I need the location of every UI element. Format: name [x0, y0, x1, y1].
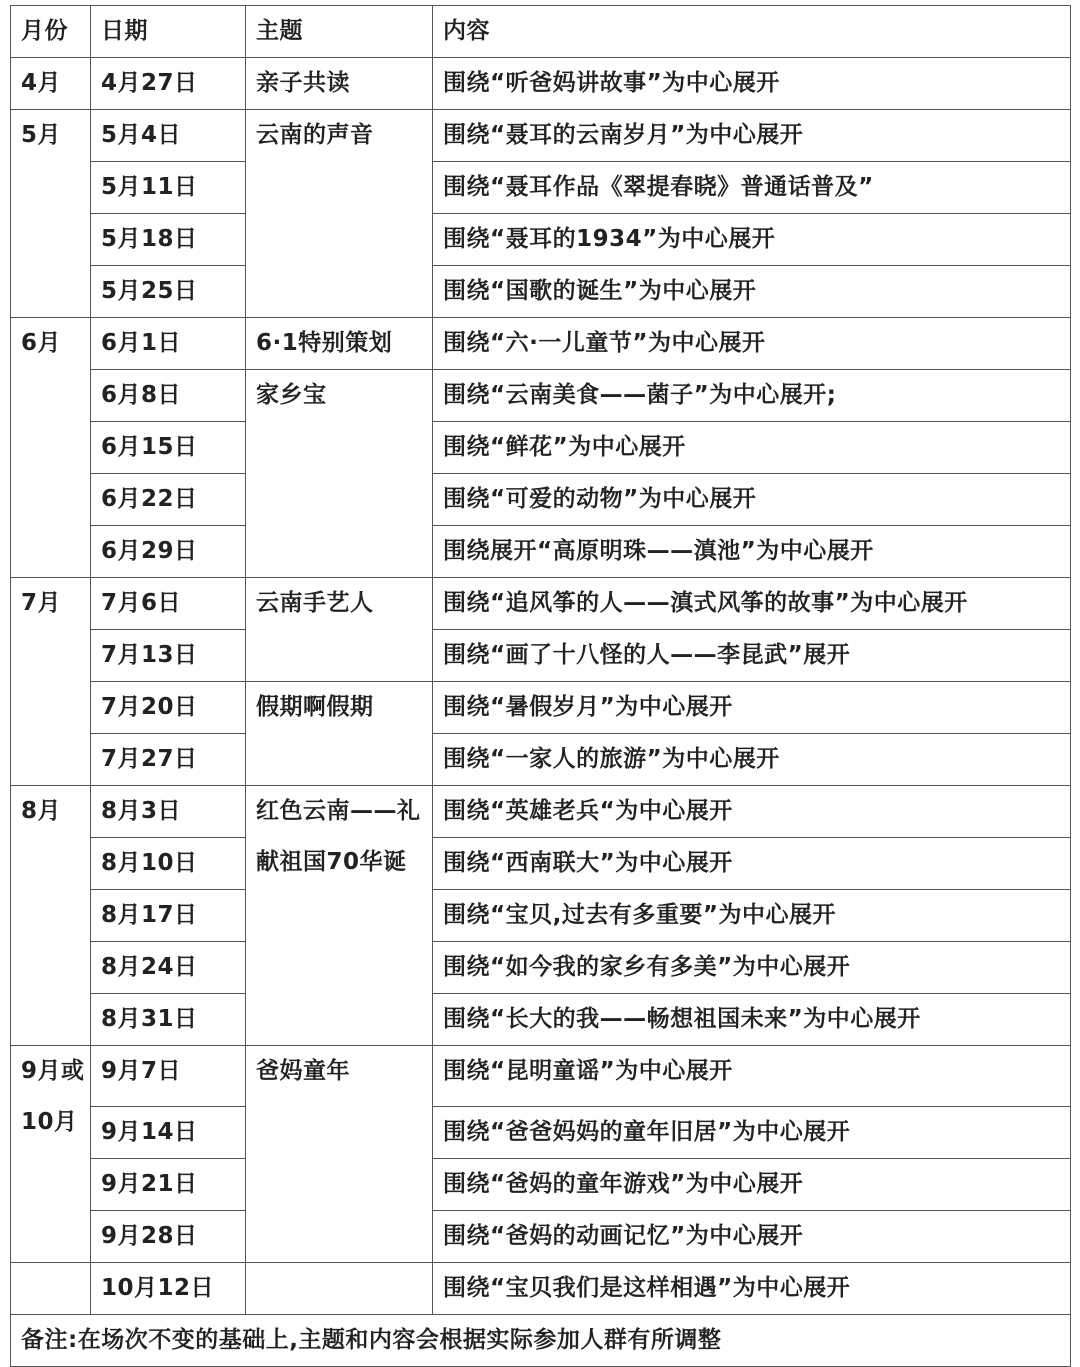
- date-cell: 6月22日: [91, 474, 246, 526]
- table-row: [11, 578, 1071, 630]
- table-row: [11, 942, 1071, 994]
- month-cell: 7月: [11, 578, 91, 786]
- theme-cell: 家乡宝: [246, 370, 433, 578]
- header-month: 月份: [11, 6, 91, 58]
- date-cell: 7月6日: [91, 578, 246, 630]
- header-content: 内容: [433, 6, 1071, 58]
- table-row: [11, 734, 1071, 786]
- content-cell: 围绕“宝贝我们是这样相遇”为中心展开: [433, 1263, 1071, 1315]
- month-cell: [11, 1263, 91, 1315]
- content-cell: 围绕“聂耳作品《翠提春晓》普通话普及”: [433, 162, 1071, 214]
- content-cell: 围绕“可爱的动物”为中心展开: [433, 474, 1071, 526]
- theme-cell: 红色云南——礼献祖国70华诞: [246, 786, 433, 1046]
- date-cell: 9月21日: [91, 1159, 246, 1211]
- date-cell: 10月12日: [91, 1263, 246, 1315]
- date-cell: 5月18日: [91, 214, 246, 266]
- date-cell: 4月27日: [91, 58, 246, 110]
- table-row: [11, 318, 1071, 370]
- month-cell: 4月: [11, 58, 91, 110]
- table-row: [11, 58, 1071, 110]
- content-cell: 围绕“西南联大”为中心展开: [433, 838, 1071, 890]
- month-cell: 6月: [11, 318, 91, 578]
- date-cell: 5月4日: [91, 110, 246, 162]
- content-cell: 围绕展开“高原明珠——滇池”为中心展开: [433, 526, 1071, 578]
- content-cell: 围绕“国歌的诞生”为中心展开: [433, 266, 1071, 318]
- theme-cell: 云南的声音: [246, 110, 433, 318]
- theme-cell: 云南手艺人: [246, 578, 433, 682]
- content-cell: 围绕“宝贝,过去有多重要”为中心展开: [433, 890, 1071, 942]
- table-row: [11, 266, 1071, 318]
- table-row: [11, 786, 1071, 838]
- table-row: [11, 110, 1071, 162]
- content-cell: 围绕“英雄老兵“为中心展开: [433, 786, 1071, 838]
- content-cell: 围绕“聂耳的1934”为中心展开: [433, 214, 1071, 266]
- content-cell: 围绕“爸妈的动画记忆”为中心展开: [433, 1211, 1071, 1263]
- schedule-sheet: [10, 5, 1070, 1367]
- table-row: [11, 1263, 1071, 1315]
- theme-cell: 6·1特别策划: [246, 318, 433, 370]
- table-row: [11, 162, 1071, 214]
- table-row: [11, 994, 1071, 1046]
- table-row: [11, 890, 1071, 942]
- content-cell: 围绕“听爸妈讲故事”为中心展开: [433, 58, 1071, 110]
- date-cell: 9月28日: [91, 1211, 246, 1263]
- content-cell: 围绕“六·一儿童节”为中心展开: [433, 318, 1071, 370]
- theme-cell: 爸妈童年: [246, 1046, 433, 1263]
- content-cell: 围绕“一家人的旅游”为中心展开: [433, 734, 1071, 786]
- date-cell: 5月11日: [91, 162, 246, 214]
- content-cell: 围绕“如今我的家乡有多美”为中心展开: [433, 942, 1071, 994]
- date-cell: 8月3日: [91, 786, 246, 838]
- note-row: [11, 1315, 1071, 1367]
- theme-cell: 假期啊假期: [246, 682, 433, 786]
- table-row: [11, 1107, 1071, 1159]
- content-cell: 围绕“昆明童谣”为中心展开: [433, 1046, 1071, 1107]
- table-row: [11, 474, 1071, 526]
- table-row: [11, 1159, 1071, 1211]
- content-cell: 围绕“暑假岁月”为中心展开: [433, 682, 1071, 734]
- content-cell: 围绕“鲜花”为中心展开: [433, 422, 1071, 474]
- table-row: [11, 838, 1071, 890]
- date-cell: 8月17日: [91, 890, 246, 942]
- table-row: [11, 682, 1071, 734]
- table-row: [11, 422, 1071, 474]
- date-cell: 6月29日: [91, 526, 246, 578]
- date-cell: 5月25日: [91, 266, 246, 318]
- date-cell: 9月7日: [91, 1046, 246, 1107]
- date-cell: 9月14日: [91, 1107, 246, 1159]
- header-date: 日期: [91, 6, 246, 58]
- content-cell: 围绕“追风筝的人——滇式风筝的故事”为中心展开: [433, 578, 1071, 630]
- date-cell: 7月13日: [91, 630, 246, 682]
- content-cell: 围绕“云南美食——菌子”为中心展开;: [433, 370, 1071, 422]
- note-text: 备注:在场次不变的基础上,主题和内容会根据实际参加人群有所调整: [11, 1315, 1071, 1367]
- month-cell: 5月: [11, 110, 91, 318]
- date-cell: 6月15日: [91, 422, 246, 474]
- content-cell: 围绕“聂耳的云南岁月”为中心展开: [433, 110, 1071, 162]
- table-row: [11, 630, 1071, 682]
- table-row: [11, 1211, 1071, 1263]
- header-theme: 主题: [246, 6, 433, 58]
- table-row: [11, 1046, 1071, 1107]
- content-cell: 围绕“爸妈的童年游戏”为中心展开: [433, 1159, 1071, 1211]
- date-cell: 8月31日: [91, 994, 246, 1046]
- month-cell: 8月: [11, 786, 91, 1046]
- theme-cell: 亲子共读: [246, 58, 433, 110]
- date-cell: 7月20日: [91, 682, 246, 734]
- date-cell: 7月27日: [91, 734, 246, 786]
- date-cell: 6月1日: [91, 318, 246, 370]
- theme-cell: [246, 1263, 433, 1315]
- month-cell: 9月或10月: [11, 1046, 91, 1263]
- content-cell: 围绕“爸爸妈妈的童年旧居”为中心展开: [433, 1107, 1071, 1159]
- table-row: [11, 370, 1071, 422]
- header-row: [11, 6, 1071, 58]
- date-cell: 6月8日: [91, 370, 246, 422]
- content-cell: 围绕“长大的我——畅想祖国未来”为中心展开: [433, 994, 1071, 1046]
- date-cell: 8月24日: [91, 942, 246, 994]
- table-row: [11, 526, 1071, 578]
- date-cell: 8月10日: [91, 838, 246, 890]
- schedule-table: [10, 5, 1071, 1367]
- table-row: [11, 214, 1071, 266]
- content-cell: 围绕“画了十八怪的人——李昆武”展开: [433, 630, 1071, 682]
